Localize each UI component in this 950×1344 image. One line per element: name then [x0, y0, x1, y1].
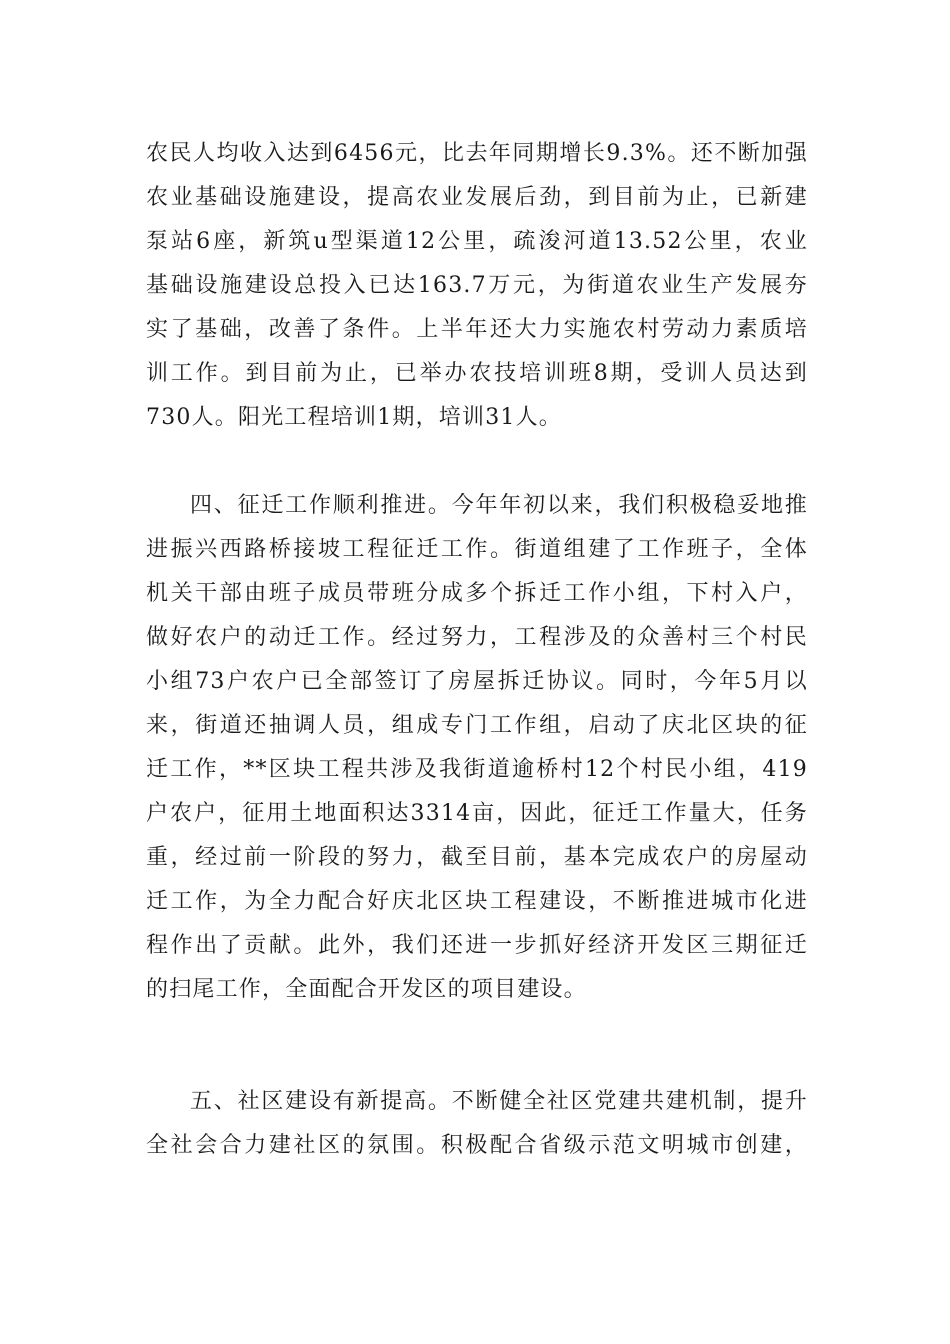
text-line: 泵站6座，新筑u型渠道12公里，疏浚河道13.52公里，农业: [146, 229, 808, 254]
text-line: 基础设施建设总投入已达163.7万元，为街道农业生产发展夯: [146, 273, 808, 298]
text-line: 迁工作，为全力配合好庆北区块工程建设，不断推进城市化进: [146, 889, 808, 914]
text-line: 五、社区建设有新提高。不断健全社区党建共建机制，提升: [190, 1089, 808, 1114]
text-line: 实了基础，改善了条件。上半年还大力实施农村劳动力素质培: [146, 317, 808, 342]
paragraph-community-building: [146, 1080, 808, 1168]
text-line: 训工作。到目前为止，已举办农技培训班8期，受训人员达到: [146, 361, 808, 386]
text-line: 户农户，征用土地面积达3314亩，因此，征迁工作量大，任务: [146, 801, 808, 826]
text-line: 农业基础设施建设，提高农业发展后劲，到目前为止，已新建: [146, 185, 808, 210]
paragraph-farm-income: [146, 132, 808, 440]
paragraph-relocation-work: [146, 484, 808, 1012]
text-line: 四、征迁工作顺利推进。今年年初以来，我们积极稳妥地推: [190, 493, 808, 518]
text-line: 进振兴西路桥接坡工程征迁工作。街道组建了工作班子，全体: [146, 537, 808, 562]
text-line: 来，街道还抽调人员，组成专门工作组，启动了庆北区块的征: [146, 713, 808, 738]
text-line: 全社会合力建社区的氛围。积极配合省级示范文明城市创建，: [146, 1133, 808, 1158]
text-line: 做好农户的动迁工作。经过努力，工程涉及的众善村三个村民: [146, 625, 808, 650]
text-line: 730人。阳光工程培训1期，培训31人。: [146, 405, 562, 430]
text-line: 机关干部由班子成员带班分成多个拆迁工作小组，下村入户，: [146, 581, 808, 606]
text-line: 重，经过前一阶段的努力，截至目前，基本完成农户的房屋动: [146, 845, 808, 870]
text-line: 迁工作，**区块工程共涉及我街道逾桥村12个村民小组，419: [146, 757, 808, 782]
text-line: 农民人均收入达到6456元，比去年同期增长9.3%。还不断加强: [146, 141, 808, 166]
text-line: 程作出了贡献。此外，我们还进一步抓好经济开发区三期征迁: [146, 933, 808, 958]
text-line: 的扫尾工作，全面配合开发区的项目建设。: [146, 977, 587, 1002]
text-line: 小组73户农户已全部签订了房屋拆迁协议。同时，今年5月以: [146, 669, 808, 694]
